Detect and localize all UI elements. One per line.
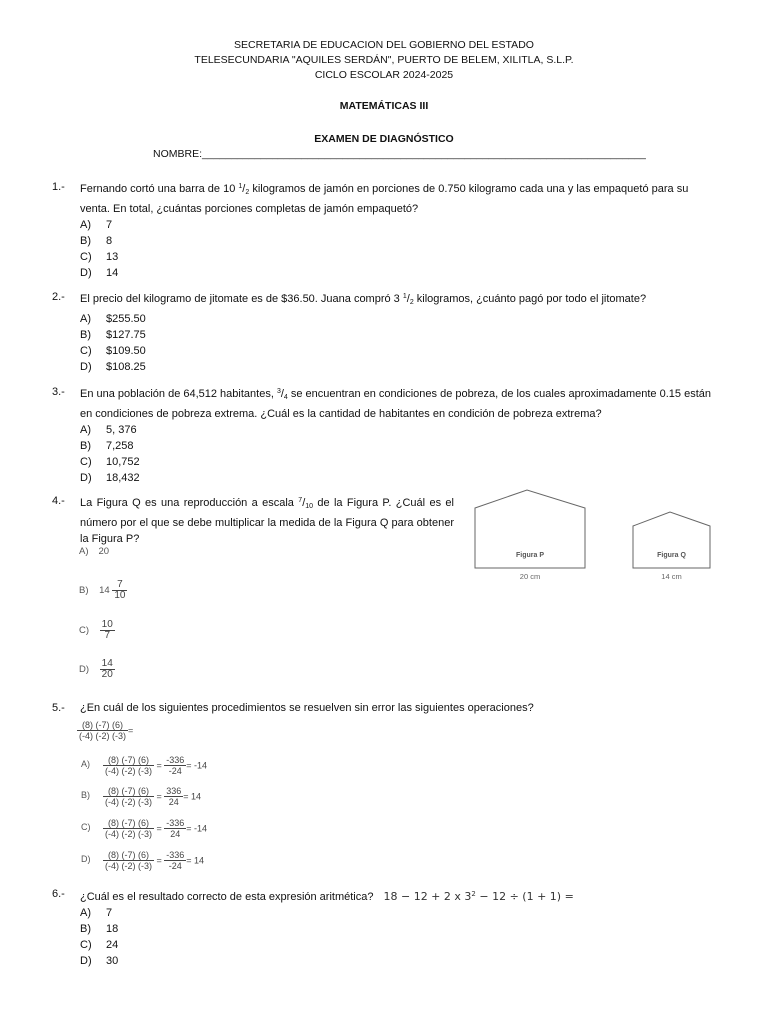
option-b[interactable]: B) $127.75 — [80, 329, 146, 341]
option-d[interactable]: D) 30 — [80, 955, 119, 967]
option-a[interactable]: A) 7 — [80, 907, 113, 919]
option-d[interactable]: D) 14 — [80, 267, 119, 279]
option-c[interactable]: C) 24 — [80, 939, 119, 951]
question-number: 2.- — [52, 291, 65, 303]
scale-figures — [470, 486, 720, 586]
question-number: 3.- — [52, 386, 65, 398]
question-text: Fernando cortó una barra de 10 $^1/_2$ kilogramos de jamón en porciones de 0.750 kilogramo cada una y las empaquetó para su venta. En total, ¿cuántas porciones completas de jamón empaquetó? — [80, 183, 689, 215]
figure-q-shape — [633, 512, 710, 568]
option-a[interactable]: A) 7 — [80, 219, 113, 231]
header-line-3: CICLO ESCOLAR 2024-2025 — [314, 69, 454, 81]
question-4 — [52, 493, 454, 547]
question-text: El precio del kilogramo de jitomate es de $36.50. Juana compró 3 $^1/_2$ kilogramos, ¿cuánto pagó por todo el jitomate? — [80, 293, 647, 306]
name-field[interactable] — [153, 148, 646, 160]
option-c[interactable]: C) 10,752 — [80, 456, 140, 468]
question-number: 5.- — [52, 702, 65, 714]
option-d[interactable]: D) 18,432 — [80, 472, 140, 484]
name-label: NOMBRE: — [153, 148, 203, 160]
question-number: 6.- — [52, 888, 65, 900]
question-3 — [52, 384, 720, 486]
question-6 — [52, 886, 720, 969]
option-c[interactable]: C) 13 — [80, 251, 119, 263]
question-1 — [52, 179, 720, 281]
arithmetic-expression: 18 − 12 + 2 x $3^2 - 12 \div (1 + 1)$ = — [383, 890, 574, 903]
q4-option-d[interactable]: D) $\frac{14}{20}$ — [79, 658, 113, 680]
q5-stem-expression: $\frac{(8) (-7) (6)}{(-4) (-2) (-3)}$ = — [79, 720, 134, 741]
header-line-2: TELESECUNDARIA "AQUILES SERDÁN", PUERTO DE BELEM, XILITLA, S.L.P. — [194, 54, 574, 66]
option-b[interactable]: B) 7,258 — [80, 440, 134, 452]
q4-option-a[interactable]: A) 20 — [79, 546, 110, 557]
option-b[interactable]: B) 8 — [80, 235, 113, 247]
name-blank-line: ____________________________________________________________________________ — [202, 148, 646, 160]
figure-p-measure: 20 cm — [519, 572, 541, 581]
q4-option-b[interactable]: B) 14 $\frac{7}{10}$ — [79, 579, 126, 601]
question-text: ¿Cuál es el resultado correcto de esta expresión aritmética? 18 − 12 + 2 x $3^2 - 12 \div (1 + 1)$ = — [80, 890, 574, 903]
option-d[interactable]: D) $108.25 — [80, 361, 146, 373]
question-5 — [52, 700, 720, 716]
option-c[interactable]: C) $109.50 — [80, 345, 146, 357]
question-number: 4.- — [52, 495, 65, 507]
subject-title: MATEMÁTICAS III — [339, 100, 429, 112]
option-a[interactable]: A) 5, 376 — [80, 424, 137, 436]
question-number: 1.- — [52, 181, 65, 193]
header-line-1: SECRETARIA DE EDUCACION DEL GOBIERNO DEL ESTADO — [234, 39, 534, 51]
question-2 — [52, 289, 720, 375]
exam-page: SECRETARIA DE EDUCACION DEL GOBIERNO DEL ESTADO TELESECUNDARIA "AQUILES SERDÁN", PUERTO DE BELEM, XILITLA, S.L.P. CICLO ESCOLAR 2024-2025 MATEMÁTICAS III EXAMEN DE DIAGNÓSTICO NOMBRE:____________________________________________________________________________ 1.- Fernando cortó una barra de 10 $^1/_2$ kilogramos de jamón en porciones de 0.750 kilogramo cada una y las empaquetó para su venta. En total, ¿cuántas porciones completas de jamón empaquetó? A) 7 B) 8 C) 13 D) 14 2.- El precio del kilogramo de jitomate es de $36.50. Juana compró 3 $^1/_2$ kilogramos, ¿cuánto pagó por todo el jitomate? A) $255.50 B) $127.75 C) $109.50 D) $108.25 3.- En una población de 64,512 habitantes, $^3/_4$ se encuentran en condiciones de pobreza, de los cuales aproximadamente 0.15 están en condiciones de pobreza extrema. ¿Cuál es la cantidad de habitantes en condición de pobreza extrema? A) 5, 376 B) 7,258 C) 10,752 D) 18,432 4.- La Figura Q es una reproducción a escala $^7/_{10}$ de la Figura P. ¿Cuál es el número por el que se debe multiplicar la medida de la Figura Q para obtener la Figura P? A) 20 B) 14 $\frac{7}{10}$ C) $\frac{10}{7}$ D) $\frac{14}{20}$ Figura P Figura Q 20 cm 14 cm 5.- ¿En cuál de los siguientes procedimientos se resuelven sin error las siguientes operaciones? $\frac{(8) (-7) (6)}{(-4) (-2) (-3)}$ = A) $\frac{(8) (-7) (6)}{(-4) (-2) (-3)}$ = $\frac{-336}{-24}$ = -14 B) $\frac{(8) (-7) (6)}{(-4) (-2) (-3)}$ = $\frac{336}{24}$ = 14 C) $\frac{(8) (-7) (6)}{(-4) (-2) (-3)}$ = $\frac{-336}{24}$ = -14 D) $\frac{(8) (-7) (6)}{(-4) (-2) (-3)}$ = $\frac{-336}{-24}$ = 14 6.- ¿Cuál es el resultado correcto de esta expresión aritmética? 18 − 12 + 2 x $3^2 - 12 \div (1 + 1)$ = A) 7 B) 18 C) 24 D) 30 — [0, 0, 768, 1024]
figure-p-label: Figura P — [515, 552, 544, 559]
figure-q-label: Figura Q — [657, 552, 686, 559]
question-text: En una población de 64,512 habitantes, $^3/_4$ se encuentran en condiciones de pobreza, de los cuales aproximadamente 0.15 están en condiciones de pobreza extrema. ¿Cuál es la cantidad de habitantes en condición de pobreza extrema? — [80, 388, 711, 420]
question-text: La Figura Q es una reproducción a escala $^7/_{10}$ de la Figura P. ¿Cuál es el número por el que se debe multiplicar la medida de la Figura Q para obtener la Figura P? — [80, 497, 454, 545]
option-a[interactable]: A) $255.50 — [80, 313, 146, 325]
q4-option-c[interactable]: C) $\frac{10}{7}$ — [79, 619, 113, 641]
question-text: ¿En cuál de los siguientes procedimientos se resuelven sin error las siguientes operaciones? — [80, 702, 534, 714]
exam-title: EXAMEN DE DIAGNÓSTICO — [314, 133, 454, 145]
option-b[interactable]: B) 18 — [80, 923, 119, 935]
figure-q-measure: 14 cm — [661, 572, 682, 581]
